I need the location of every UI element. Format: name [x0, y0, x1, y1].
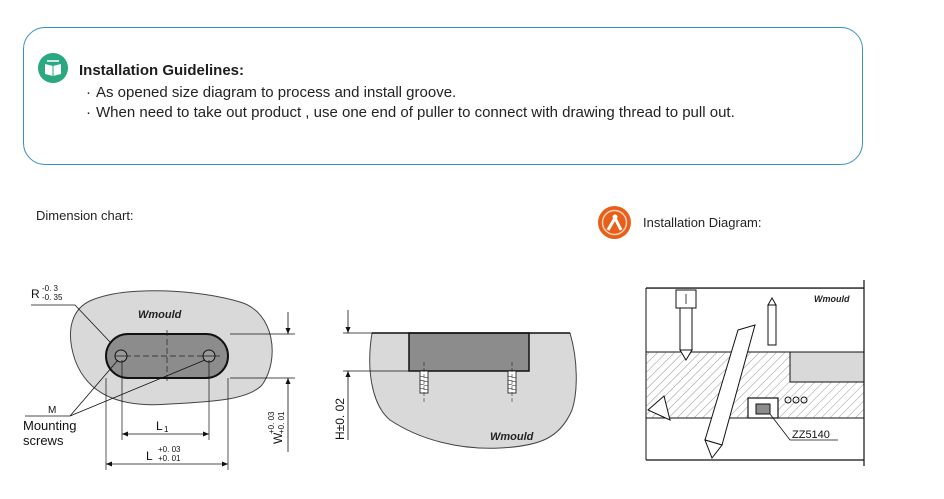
- w-tol-upper: +0. 03: [267, 411, 276, 434]
- guideline-text: When need to take out product , use one end of puller to connect with drawing thread to pull out.: [96, 104, 735, 121]
- installation-diagram: [640, 278, 870, 470]
- l-tol-lower: +0. 01: [158, 454, 181, 463]
- l1-sub: 1: [164, 425, 169, 434]
- l1-label: L: [156, 419, 163, 433]
- guideline-text: As opened size diagram to process and install groove.: [96, 84, 457, 101]
- r-tol-lower: -0. 35: [42, 293, 63, 302]
- part-code: ZZ5140: [792, 429, 830, 441]
- installation-diagram-title: Installation Diagram:: [643, 215, 762, 230]
- w-label: W: [271, 432, 285, 444]
- top-view-brand: Wmould: [138, 309, 182, 321]
- bullet: ·: [86, 84, 91, 101]
- install-brand: Wmould: [814, 294, 850, 304]
- mounting-label: Mounting: [23, 418, 77, 433]
- r-tol-upper: -0. 3: [42, 284, 59, 293]
- w-tol-lower: +0. 01: [277, 411, 286, 434]
- side-view-brand: Wmould: [490, 431, 534, 443]
- guidelines-title: Installation Guidelines:: [79, 62, 245, 79]
- side-view-block: [409, 333, 529, 371]
- screws-label: screws: [23, 433, 64, 448]
- m-label: M: [48, 405, 57, 416]
- r-label: R: [31, 287, 40, 301]
- l-tol-upper: +0. 03: [158, 445, 181, 454]
- l-label: L: [146, 449, 153, 463]
- bullet: ·: [86, 104, 91, 121]
- dimension-chart-title: Dimension chart:: [36, 208, 134, 223]
- h-label: H±0. 02: [333, 398, 347, 440]
